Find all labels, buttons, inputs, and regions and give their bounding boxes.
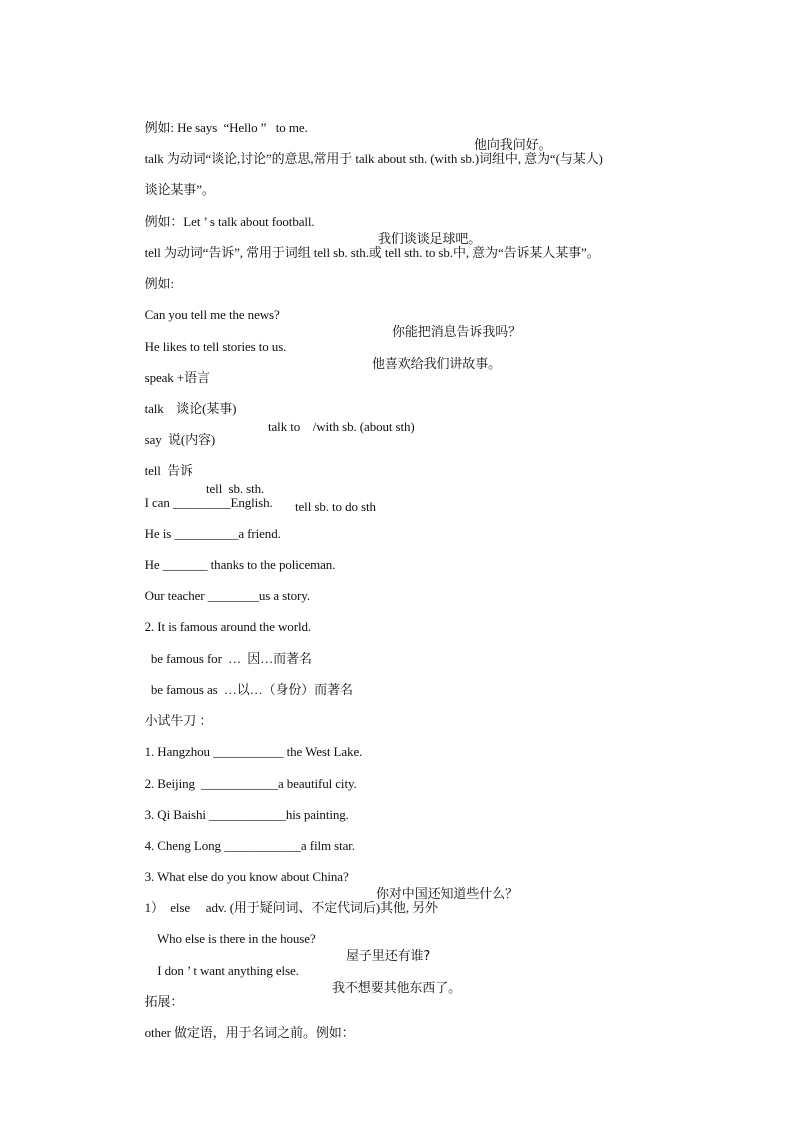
- line-text: Our teacher ________us a story.: [144, 588, 310, 603]
- line-text: 3. Qi Baishi ____________his painting.: [144, 807, 349, 822]
- line-text: 1） else adv. (用于疑问词、不定代词后)其他, 另外: [144, 900, 438, 915]
- line-translation: 我不想要其他东西了。: [332, 981, 462, 996]
- line-text: be famous as …以…（身份）而著名: [144, 682, 353, 697]
- line-text: 拓展：: [144, 994, 184, 1009]
- line-translation: 你能把消息告诉我吗？: [392, 325, 522, 340]
- line-text: He is __________a friend.: [144, 526, 281, 541]
- line-text: say 说(内容): [144, 432, 216, 447]
- line-text: Can you tell me the news?: [144, 307, 280, 322]
- line-translation: 你对中国还知道些什么？: [376, 887, 518, 902]
- line-text: talk 谈论(某事): [144, 401, 237, 416]
- line-text: 谈论某事”。: [144, 182, 215, 197]
- line-translation: 他喜欢给我们讲故事。: [372, 357, 502, 372]
- line-text: tell 为动词“告诉”, 常用于词组 tell sb. sth.或 tell sth. to sb.中, 意为“告诉某人某事”。: [144, 245, 600, 260]
- line-text: I don ’ t want anything else.: [144, 963, 299, 978]
- line-text: 2. Beijing ____________a beautiful city.: [144, 776, 357, 791]
- line-text: 例如: He says “Hello ” to me.: [144, 120, 308, 135]
- line-text: be famous for … 因…而著名: [144, 651, 312, 666]
- line-text: 小试牛刀 ：: [144, 713, 213, 728]
- line-translation: 他向我问好。: [474, 138, 552, 153]
- line-translation: 屋子里还有谁?: [346, 949, 431, 964]
- line-text: speak +语言: [144, 370, 210, 385]
- line-text: 4. Cheng Long ____________a film star.: [144, 838, 355, 853]
- line-translation: 我们谈谈足球吧。: [378, 232, 482, 247]
- text-line: [132, 226, 600, 280]
- line-text: I can _________English.: [144, 495, 273, 510]
- line-text: 1. Hangzhou ___________ the West Lake.: [144, 744, 363, 759]
- line-text: Who else is there in the house?: [144, 931, 316, 946]
- line-text: tell 告诉: [144, 463, 193, 478]
- line-text: He likes to tell stories to us.: [144, 339, 287, 354]
- line-text: other 做定语，用于名词之前。例如：: [144, 1025, 355, 1040]
- line-text: talk 为动词“谈论,讨论”的意思,常用于 talk about sth. (with sb.)词组中, 意为“(与某人): [144, 151, 603, 166]
- line-text: 例如:: [144, 276, 174, 291]
- line-text-2: tell sb. sth.: [206, 481, 265, 496]
- text-line: [132, 1006, 355, 1060]
- line-text-2: talk to /with sb. (about sth): [268, 419, 415, 434]
- line-text: 3. What else do you know about China?: [144, 869, 349, 884]
- line-text-3: tell sb. to do sth: [295, 499, 376, 514]
- line-text: He _______ thanks to the policeman.: [144, 557, 336, 572]
- line-text: 例如：Let ’ s talk about football.: [144, 214, 315, 229]
- line-text: 2. It is famous around the world.: [144, 619, 312, 634]
